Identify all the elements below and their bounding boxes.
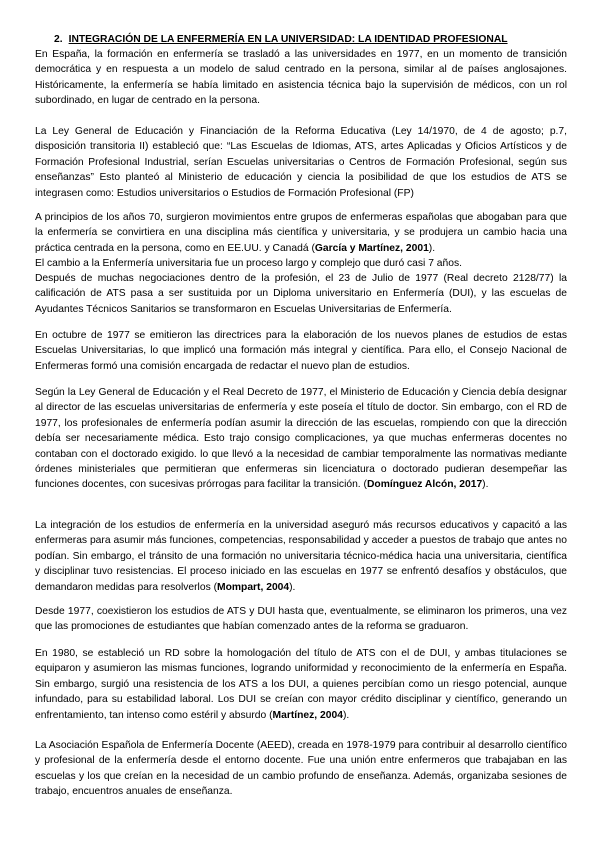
citation-dominguez-alcon: Domínguez Alcón, 2017 xyxy=(366,479,483,491)
paragraph-3 xyxy=(35,210,567,256)
paragraph-10-end: ). xyxy=(342,709,350,721)
paragraph-2: La Ley General de Educación y Financiación de la Reforma Educativa (Ley 14/1970, de 4 de agosto; p.7, disposición transitoria II) estableció que: “Las Escuelas de Idiomas, ATS, artes Aplicadas y Oficios Artísticos y de Formación Profesional Industrial, serían Escuelas universitarias o Centros de Formación Profesional, según sus enseñanzas” Esto planteó al Ministerio de educación y ciencia la posibilidad de que los estudios de ATS se integrasen como: Estudios universitarios o Estudios de Formación Profesional (FP) xyxy=(35,126,567,199)
paragraph-3-text: A principios de los años 70, surgieron movimientos entre grupos de enfermeras españolas que abogaban para que la enfermería se convirtiera en una disciplina más científica y universitaria, y se produjera un cambio hacia una práctica centrada en la persona, como en EE.UU. y Canadá ( xyxy=(35,212,567,254)
paragraph-10 xyxy=(35,646,567,723)
paragraph-7 xyxy=(35,385,567,493)
paragraph-4: El cambio a la Enfermería universitaria fue un proceso largo y complejo que duró casi 7 años. xyxy=(35,258,462,269)
paragraph-6: En octubre de 1977 se emitieron las directrices para la elaboración de los nuevos planes de estudios de estas Escuelas Universitarias, lo que implicó una formación más integral y científica. Para ello, el Consejo Nacional de Enfermeras formó una comisión encargada de redactar el nuevo plan de estudios. xyxy=(35,330,567,372)
section-heading xyxy=(54,33,554,47)
paragraph-8-text: La integración de los estudios de enfermería en la universidad aseguró más recursos educativos y capacitó a las enfermeras para asumir más funciones, competencias, responsabilidad y acceder a puestos de trabajo que antes no podían. Sin embargo, el tránsito de una formación no universitaria técnico-médica hacia una universitaria, científica y disciplinar tuvo resistencias. El proceso iniciado en las escuelas en 1977 se enfrentó desafíos y obstáculos, que demandaron medidas para resolverlos ( xyxy=(35,520,567,593)
paragraph-3-end: ). xyxy=(428,242,436,254)
citation-mompart: Mompart, 2004 xyxy=(217,581,290,593)
paragraph-11: La Asociación Española de Enfermería Docente (AEED), creada en 1978-1979 para contribuir al desarrollo científico y profesional de la enfermería desde el entorno docente. Fue una unión entre enfermeros que trabajaban en las escuelas y los que creían en la necesidad de un cambio profundo de enseñanza. Además, organizaba sesiones de trabajo, encuentros anuales de enseñanza. xyxy=(35,740,567,798)
paragraph-8-end: ). xyxy=(289,581,296,593)
paragraph-9: Desde 1977, coexistieron los estudios de ATS y DUI hasta que, eventualmente, se eliminaron los primeros, una vez que las promociones de estudiantes que habían comenzado antes de la reforma se graduaron. xyxy=(35,606,567,633)
paragraph-5: Después de muchas negociaciones dentro de la profesión, el 23 de Julio de 1977 (Real decreto 2128/77) la calificación de ATS pasa a ser sustituida por un Diploma universitario en Enfermería (DUI), y las escuelas de Ayudantes Técnicos Sanitarios se transformaron en Escuelas Universitarias de Enfermería. xyxy=(35,273,567,315)
paragraph-1: En España, la formación en enfermería se trasladó a las universidades en 1977, en un momento de transición democrática y en respuesta a un modelo de salud centrado en la persona, similar al de países anglosajones. Históricamente, la enfermería se había limitado en asistencia técnica bajo la supervisión de médicos, con un rol subordinado, en lugar de centrado en la persona. xyxy=(35,49,567,107)
section-title: INTEGRACIÓN DE LA ENFERMERÍA EN LA UNIVERSIDAD: LA IDENTIDAD PROFESIONAL xyxy=(68,34,508,45)
paragraph-7-text: Según la Ley General de Educación y el Real Decreto de 1977, el Ministerio de Educación y Ciencia debía designar al director de las escuelas universitarias de enfermería y este poseía el título de doctor. Sin embargo, con el RD de 1977, los profesionales de enfermería podían asumir la dirección de las escuelas, rompiendo con que la dirección debía ser necesariamente médica. Esto trajo consigo complicaciones, ya que muchas enfermeras docentes no contaban con el doctorado exigido. lo que llevó a la necesidad de cambiar temporalmente las normativas mediante órdenes ministeriales que permitieran que enfermeras sin licenciatura o doctorado pudieran desempeñar las funciones docentes, con sucesivas prórrogas para facilitar la transición. ( xyxy=(35,387,567,491)
paragraph-7-end: ). xyxy=(482,479,489,491)
citation-martinez: Martínez, 2004 xyxy=(272,709,343,721)
paragraph-10-text: En 1980, se estableció un RD sobre la homologación del título de ATS con el de DUI, y ambas titulaciones se equiparon y asumieron las mismas funciones, logrando uniformidad y reconocimiento de la enfermería en España. Sin embargo, surgió una resistencia de los ATS a los DUI, a quienes percibían como un riesgo potencial, aunque infundado, para su estabilidad laboral. Los DUI se creían con mayor crédito disciplinar y científico, generando un enfrentamiento, tan intenso como estéril y absurdo ( xyxy=(35,648,567,721)
paragraph-8 xyxy=(35,518,567,595)
citation-garcia-martinez: García y Martínez, 2001 xyxy=(314,242,429,254)
section-number: 2. xyxy=(54,34,63,45)
